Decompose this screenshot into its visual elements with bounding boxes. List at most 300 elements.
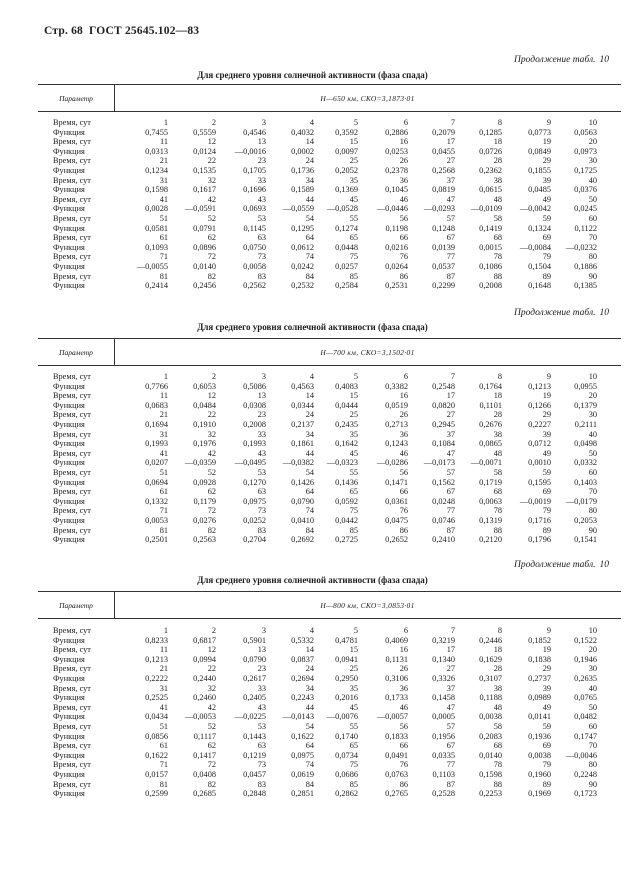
table-header <box>38 591 621 619</box>
table-cell: 68 <box>493 233 502 243</box>
continuation-note: Продолжение табл. 10 <box>514 560 609 570</box>
table-cell: 38 <box>493 683 502 693</box>
table-cell: 4 <box>309 372 314 381</box>
table-cell: 46 <box>399 194 408 204</box>
table-cell: 0,3219 <box>432 635 455 645</box>
table-cell: 0,1145 <box>243 223 266 233</box>
table-cell: 0,2652 <box>385 535 408 545</box>
table-row <box>0 732 625 742</box>
table-cell: 43 <box>257 702 266 712</box>
table-cell: 0,0519 <box>385 400 408 410</box>
table-row <box>0 147 625 157</box>
table-cell: 80 <box>588 760 597 770</box>
table-cell: 28 <box>493 664 502 674</box>
table-cell: 25 <box>349 410 358 420</box>
table-cell: 0,0820 <box>432 400 455 410</box>
table-cell: 26 <box>399 156 408 166</box>
table-cell: 0,0612 <box>291 242 314 252</box>
table-cell: 0,1122 <box>574 223 597 233</box>
row-label: Функция <box>53 223 85 233</box>
table-cell: 85 <box>349 779 358 789</box>
table-cell: —0,0057 <box>376 712 408 722</box>
table-cell: 0,2079 <box>432 127 455 137</box>
table-cell: 29 <box>542 410 551 420</box>
table-cell: —0,0016 <box>234 146 266 156</box>
table-cell: 48 <box>493 702 502 712</box>
table-cell: 9 <box>546 626 551 635</box>
table-cell: 0,0308 <box>243 400 266 410</box>
table-cell: 82 <box>207 779 216 789</box>
table-cell: —0,0225 <box>234 712 266 722</box>
table-cell: 56 <box>399 721 408 731</box>
table-cell: 89 <box>542 271 551 281</box>
table-cell: 13 <box>257 391 266 401</box>
table-cell: 0,1295 <box>291 223 314 233</box>
table-cell: 0,2016 <box>335 693 358 703</box>
table-cell: 45 <box>349 702 358 712</box>
table-cell: 44 <box>305 702 314 712</box>
table-cell: 62 <box>207 741 216 751</box>
row-label: Функция <box>53 535 85 545</box>
table-row <box>0 789 625 799</box>
table-cell: 0,1266 <box>528 400 551 410</box>
table-cell: 0,3382 <box>385 381 408 391</box>
table-cell: 0,1976 <box>193 439 216 449</box>
row-label: Функция <box>53 261 85 271</box>
row-label: Время, сут <box>53 391 91 401</box>
table-cell: 0,1219 <box>243 750 266 760</box>
table-cell: 0,0376 <box>574 185 597 195</box>
table-cell: 77 <box>446 760 455 770</box>
row-label: Время, сут <box>53 626 91 635</box>
table-cell: 0,0157 <box>145 769 168 779</box>
table-cell: —0,0382 <box>282 458 314 468</box>
table-cell: —0,0076 <box>326 712 358 722</box>
table-cell: 4 <box>309 118 314 127</box>
table-row <box>0 214 625 224</box>
table-row <box>0 420 625 430</box>
table-cell: 8 <box>497 118 502 127</box>
table-cell: 0,0790 <box>243 654 266 664</box>
row-label: Время, сут <box>53 467 91 477</box>
table-cell: 24 <box>305 156 314 166</box>
table-cell: —0,0323 <box>326 458 358 468</box>
row-label: Функция <box>53 789 85 799</box>
table-cell: 0,1103 <box>432 769 455 779</box>
row-label: Время, сут <box>53 213 91 223</box>
table-cell: 0,0712 <box>528 439 551 449</box>
table-body <box>0 626 625 799</box>
table-cell: 14 <box>305 391 314 401</box>
table-cell: 74 <box>305 506 314 516</box>
row-label: Функция <box>53 146 85 156</box>
table-cell: 0,2635 <box>574 673 597 683</box>
table-cell: 0,4032 <box>291 127 314 137</box>
row-label: Функция <box>53 127 85 137</box>
table-cell: 56 <box>399 467 408 477</box>
table-cell: 21 <box>159 664 168 674</box>
table-cell: 0,2713 <box>385 419 408 429</box>
row-label: Функция <box>53 381 85 391</box>
table-cell: 37 <box>446 429 455 439</box>
table-cell: 87 <box>446 779 455 789</box>
table-cell: 42 <box>207 194 216 204</box>
table-cell: 57 <box>446 467 455 477</box>
table-cell: 0,1595 <box>528 477 551 487</box>
table-cell: 65 <box>349 487 358 497</box>
table-cell: 69 <box>542 487 551 497</box>
table-cell: 0,2083 <box>479 731 502 741</box>
table-cell: 0,0726 <box>479 146 502 156</box>
table-cell: 0,2501 <box>145 535 168 545</box>
table-cell: 0,0242 <box>291 261 314 271</box>
table-cell: 84 <box>305 271 314 281</box>
table-cell: 6 <box>403 626 408 635</box>
table-cell: 67 <box>446 741 455 751</box>
table-cell: 0,1369 <box>335 185 358 195</box>
table-cell: 13 <box>257 645 266 655</box>
table-cell: 0,1270 <box>243 477 266 487</box>
table-cell: 68 <box>493 741 502 751</box>
table-cell: 0,2362 <box>479 165 502 175</box>
table-cell: 0,1319 <box>479 515 502 525</box>
table-cell: 69 <box>542 233 551 243</box>
row-label: Функция <box>53 769 85 779</box>
table-cell: 0,0865 <box>479 439 502 449</box>
table-cell: —0,0055 <box>136 261 168 271</box>
table-cell: 0,0140 <box>193 261 216 271</box>
table-cell: 55 <box>349 721 358 731</box>
table-cell: 30 <box>588 156 597 166</box>
table-cell: 0,1956 <box>432 731 455 741</box>
table-cell: 0,1716 <box>528 515 551 525</box>
section-title: Для среднего уровня солнечной активности (фаза спада) <box>197 322 428 332</box>
table-cell: 32 <box>207 175 216 185</box>
table-cell: 90 <box>588 525 597 535</box>
table-cell: 0,7766 <box>145 381 168 391</box>
table-cell: 0,0837 <box>291 654 314 664</box>
table-cell: 0,1861 <box>291 439 314 449</box>
table-cell: 67 <box>446 487 455 497</box>
table-row <box>0 430 625 440</box>
row-label: Время, сут <box>53 779 91 789</box>
table-cell: 64 <box>305 741 314 751</box>
table-cell: 15 <box>349 137 358 147</box>
table-cell: 0,0537 <box>432 261 455 271</box>
table-cell: 90 <box>588 271 597 281</box>
table-cell: 0,1243 <box>385 439 408 449</box>
table-cell: 0,0989 <box>528 693 551 703</box>
table-cell: 0,0592 <box>335 496 358 506</box>
table-cell: 5 <box>353 118 358 127</box>
table-header <box>38 338 621 366</box>
table-cell: 80 <box>588 506 597 516</box>
table-cell: 0,2765 <box>385 789 408 799</box>
table-cell: 6 <box>403 372 408 381</box>
table-cell: 0,1694 <box>145 419 168 429</box>
table-cell: 0,1886 <box>574 261 597 271</box>
table-cell: 1 <box>163 118 168 127</box>
table-cell: 64 <box>305 487 314 497</box>
table-cell: 30 <box>588 410 597 420</box>
table-cell: 36 <box>399 683 408 693</box>
row-label: Время, сут <box>53 410 91 420</box>
table-cell: 26 <box>399 664 408 674</box>
table-cell: 0,0207 <box>145 458 168 468</box>
table-cell: 0,1403 <box>574 477 597 487</box>
table-row <box>0 770 625 780</box>
table-cell: 77 <box>446 252 455 262</box>
table-cell: 59 <box>542 467 551 477</box>
table-cell: 25 <box>349 156 358 166</box>
row-label: Функция <box>53 439 85 449</box>
table-row <box>0 478 625 488</box>
table-cell: 71 <box>159 252 168 262</box>
row-label: Время, сут <box>53 525 91 535</box>
table-cell: 0,1562 <box>432 477 455 487</box>
table-cell: 0,1852 <box>528 635 551 645</box>
table-cell: —0,0084 <box>519 242 551 252</box>
table-cell: 9 <box>546 372 551 381</box>
table-cell: 46 <box>399 448 408 458</box>
table-cell: 79 <box>542 506 551 516</box>
table-cell: 0,0491 <box>385 750 408 760</box>
row-label: Функция <box>53 204 85 214</box>
table-cell: 60 <box>588 467 597 477</box>
table-cell: 0,2137 <box>291 419 314 429</box>
table-cell: 0,1719 <box>479 477 502 487</box>
table-cell: 0,0361 <box>385 496 408 506</box>
table-cell: 12 <box>207 645 216 655</box>
table-cell: 39 <box>542 429 551 439</box>
row-label: Функция <box>53 750 85 760</box>
row-label: Функция <box>53 673 85 683</box>
table-cell: 0,1379 <box>574 400 597 410</box>
table-cell: 0,1340 <box>432 654 455 664</box>
table-cell: 78 <box>493 506 502 516</box>
table-cell: 18 <box>493 645 502 655</box>
table-cell: 0,1504 <box>528 261 551 271</box>
table-cell: 0,0994 <box>193 654 216 664</box>
table-cell: 73 <box>257 506 266 516</box>
table-cell: 0,0683 <box>145 400 168 410</box>
table-cell: —0,0528 <box>326 204 358 214</box>
table-cell: 0,1725 <box>574 165 597 175</box>
table-cell: 82 <box>207 525 216 535</box>
table-cell: 17 <box>446 137 455 147</box>
table-cell: 0,1471 <box>385 477 408 487</box>
table-cell: 0,0563 <box>574 127 597 137</box>
table-cell: 40 <box>588 429 597 439</box>
table-row <box>0 272 625 282</box>
table-cell: 10 <box>588 118 597 127</box>
table-row <box>0 674 625 684</box>
table-cell: 50 <box>588 448 597 458</box>
table-cell: 0,0010 <box>528 458 551 468</box>
table-cell: 45 <box>349 194 358 204</box>
table-cell: 0,1131 <box>385 654 408 664</box>
table-cell: 20 <box>588 391 597 401</box>
table-cell: 0,1764 <box>479 381 502 391</box>
table-cell: 65 <box>349 741 358 751</box>
table-cell: 0,0141 <box>528 712 551 722</box>
table-cell: 47 <box>446 448 455 458</box>
table-cell: 26 <box>399 410 408 420</box>
table-cell: 0,2248 <box>574 769 597 779</box>
table-cell: 0,1747 <box>574 731 597 741</box>
table-cell: 42 <box>207 448 216 458</box>
table-cell: 0,1598 <box>479 769 502 779</box>
table-cell: 0,0216 <box>385 242 408 252</box>
table-cell: 0,1419 <box>479 223 502 233</box>
row-label: Функция <box>53 419 85 429</box>
table-cell: 83 <box>257 779 266 789</box>
row-label: Время, сут <box>53 721 91 731</box>
table-cell: 25 <box>349 664 358 674</box>
table-cell: 22 <box>207 410 216 420</box>
table-cell: 0,2851 <box>291 789 314 799</box>
continuation-note: Продолжение табл. 10 <box>514 55 609 65</box>
table-cell: 39 <box>542 175 551 185</box>
table-row <box>0 468 625 478</box>
table-cell: 7 <box>450 372 455 381</box>
table-cell: 0,2704 <box>243 535 266 545</box>
table-cell: 0,2737 <box>528 673 551 683</box>
param-column-header: Параметр <box>59 348 93 357</box>
table-cell: —0,0046 <box>565 750 597 760</box>
table-cell: 22 <box>207 156 216 166</box>
table-row <box>0 262 625 272</box>
table-cell: 0,1696 <box>243 185 266 195</box>
table-cell: 6 <box>403 118 408 127</box>
row-label: Время, сут <box>53 664 91 674</box>
table-cell: 0,4546 <box>243 127 266 137</box>
table-row <box>0 224 625 234</box>
table-cell: 84 <box>305 779 314 789</box>
table-cell: 0,2053 <box>574 515 597 525</box>
table-cell: 0,4069 <box>385 635 408 645</box>
table-cell: 58 <box>493 467 502 477</box>
table-cell: 0,0928 <box>193 477 216 487</box>
table-cell: 62 <box>207 487 216 497</box>
table-cell: 0,2414 <box>145 281 168 291</box>
table-cell: 89 <box>542 525 551 535</box>
table-row <box>0 185 625 195</box>
table-cell: 11 <box>160 391 168 401</box>
table-cell: —0,0495 <box>234 458 266 468</box>
table-cell: 43 <box>257 448 266 458</box>
table-cell: 0,2525 <box>145 693 168 703</box>
table-cell: —0,0042 <box>519 204 551 214</box>
table-row <box>0 751 625 761</box>
table-cell: 64 <box>305 233 314 243</box>
table-cell: 23 <box>257 156 266 166</box>
table-cell: 55 <box>349 467 358 477</box>
table-cell: 0,2848 <box>243 789 266 799</box>
table-cell: 0,0457 <box>243 769 266 779</box>
table-row <box>0 664 625 674</box>
table-cell: 66 <box>399 487 408 497</box>
row-label: Функция <box>53 281 85 291</box>
table-cell: 30 <box>588 664 597 674</box>
table-row <box>0 741 625 751</box>
table-cell: 70 <box>588 741 597 751</box>
table-cell: 19 <box>542 645 551 655</box>
table-cell: 46 <box>399 702 408 712</box>
table-cell: 0,0763 <box>385 769 408 779</box>
table-cell: 0,0245 <box>574 204 597 214</box>
table-cell: 0,7455 <box>145 127 168 137</box>
table-cell: 0,0434 <box>145 712 168 722</box>
table-cell: 58 <box>493 213 502 223</box>
table-cell: —0,0359 <box>184 458 216 468</box>
table-cell: 0,2563 <box>193 535 216 545</box>
table-cell: 20 <box>588 137 597 147</box>
table-cell: 0,1736 <box>291 165 314 175</box>
table-cell: 34 <box>305 175 314 185</box>
table-cell: 0,0038 <box>479 712 502 722</box>
row-label: Функция <box>53 185 85 195</box>
table-cell: 22 <box>207 664 216 674</box>
table-cell: 0,6817 <box>193 635 216 645</box>
table-cell: 38 <box>493 429 502 439</box>
table-cell: 67 <box>446 233 455 243</box>
table-cell: —0,0019 <box>519 496 551 506</box>
table-cell: 0,0941 <box>335 654 358 664</box>
table-cell: 0,2243 <box>291 693 314 703</box>
table-cell: 0,0442 <box>335 515 358 525</box>
table-cell: 0,0765 <box>574 693 597 703</box>
page-header <box>44 25 199 37</box>
table-cell: 0,2694 <box>291 673 314 683</box>
table-row <box>0 137 625 147</box>
table-cell: 70 <box>588 233 597 243</box>
table-cell: 0,1234 <box>145 165 168 175</box>
table-cell: 0,1117 <box>193 731 216 741</box>
table-cell: 0,2725 <box>335 535 358 545</box>
table-cell: 41 <box>159 702 168 712</box>
table-cell: 0,2008 <box>243 419 266 429</box>
table-cell: 21 <box>159 410 168 420</box>
table-cell: 0,1522 <box>574 635 597 645</box>
table-cell: 0,2584 <box>335 281 358 291</box>
table-cell: 41 <box>159 448 168 458</box>
table-cell: 0,0791 <box>193 223 216 233</box>
table-cell: 60 <box>588 721 597 731</box>
table-cell: 3 <box>261 118 266 127</box>
table-row <box>0 516 625 526</box>
table-cell: 0,2120 <box>479 535 502 545</box>
table-cell: 0,1213 <box>145 654 168 664</box>
table-cell: 51 <box>159 721 168 731</box>
param-column-header: Параметр <box>59 601 93 610</box>
table-row <box>0 626 625 636</box>
table-cell: 8 <box>497 626 502 635</box>
table-cell: 75 <box>349 252 358 262</box>
table-cell: 0,1969 <box>528 789 551 799</box>
table-cell: 0,1838 <box>528 654 551 664</box>
table-cell: 0,0750 <box>243 242 266 252</box>
table-cell: 85 <box>349 271 358 281</box>
table-cell: 66 <box>399 741 408 751</box>
row-label: Функция <box>53 712 85 722</box>
table-cell: 0,0693 <box>243 204 266 214</box>
table-cell: 86 <box>399 525 408 535</box>
table-cell: 0,0619 <box>291 769 314 779</box>
table-cell: 5 <box>353 372 358 381</box>
table-cell: 0,5901 <box>243 635 266 645</box>
row-label: Время, сут <box>53 702 91 712</box>
